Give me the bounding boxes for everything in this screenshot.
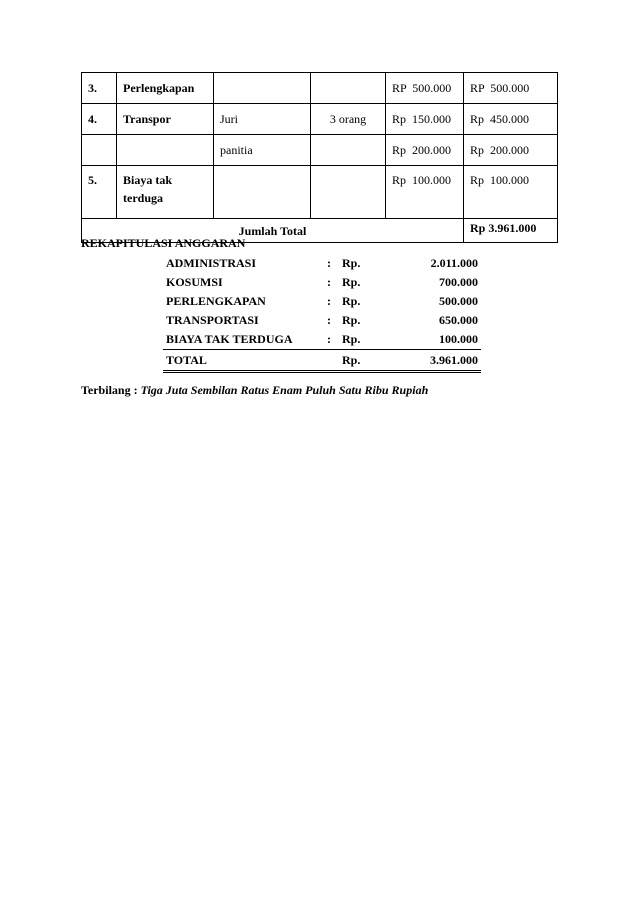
recap-total-row [163, 350, 481, 372]
recap-total-amount: 3.961.000 [401, 350, 481, 372]
recap-currency: Rp. [342, 256, 361, 270]
recap-row [163, 254, 481, 273]
recap-amount: 2.011.000 [430, 256, 478, 270]
row-quantity [311, 166, 386, 219]
row-number: 5. [82, 166, 117, 219]
recap-total-currency: Rp. [339, 350, 401, 372]
recap-row [163, 311, 481, 330]
table-row [82, 104, 558, 135]
row-number: 4. [82, 104, 117, 135]
total-value: Rp 3.961.000 [464, 219, 558, 243]
terbilang-label: Terbilang : [81, 383, 138, 397]
row-item: Perlengkapan [117, 73, 214, 104]
table-row [82, 73, 558, 104]
recap-amount: 700.000 [439, 275, 478, 289]
recap-colon: : [327, 332, 331, 346]
recap-total-label: TOTAL [163, 350, 319, 372]
row-number: 3. [82, 73, 117, 104]
recap-currency: Rp. [342, 275, 361, 289]
row-unit-price: RP 500.000 [386, 73, 464, 104]
recap-label: ADMINISTRASI [166, 256, 257, 270]
recap-colon: : [327, 313, 331, 327]
row-total: RP 500.000 [464, 73, 558, 104]
row-detail: Juri [214, 104, 311, 135]
table-row [82, 166, 558, 219]
row-number [82, 135, 117, 166]
row-quantity [311, 73, 386, 104]
row-total: Rp 450.000 [464, 104, 558, 135]
recap-colon: : [327, 275, 331, 289]
recap-label: PERLENGKAPAN [166, 294, 266, 308]
row-quantity: 3 orang [311, 104, 386, 135]
row-total: Rp 200.000 [464, 135, 558, 166]
recap-label: KOSUMSI [166, 275, 223, 289]
recap-amount: 650.000 [439, 313, 478, 327]
row-detail [214, 166, 311, 219]
recap-row [163, 330, 481, 350]
recap-currency: Rp. [342, 294, 361, 308]
row-total: Rp 100.000 [464, 166, 558, 219]
terbilang-line [81, 383, 428, 398]
row-item: Transpor [117, 104, 214, 135]
recap-label: TRANSPORTASI [166, 313, 259, 327]
recap-amount: 100.000 [439, 332, 478, 346]
row-quantity [311, 135, 386, 166]
terbilang-words: Tiga Juta Sembilan Ratus Enam Puluh Satu Ribu Rupiah [140, 383, 429, 397]
recap-colon: : [327, 256, 331, 270]
recap-total-spacer [319, 350, 339, 372]
recap-colon: : [327, 294, 331, 308]
row-unit-price: Rp 150.000 [386, 104, 464, 135]
row-detail [214, 73, 311, 104]
recap-currency: Rp. [342, 313, 361, 327]
recap-currency: Rp. [342, 332, 361, 346]
recap-row [163, 273, 481, 292]
row-item: Biaya tak terduga [117, 166, 214, 219]
table-row [82, 135, 558, 166]
budget-table [81, 72, 558, 243]
recap-table [163, 254, 481, 373]
row-unit-price: Rp 200.000 [386, 135, 464, 166]
total-label: Jumlah Total [82, 219, 464, 243]
recap-label: BIAYA TAK TERDUGA [166, 332, 293, 346]
row-item [117, 135, 214, 166]
row-unit-price: Rp 100.000 [386, 166, 464, 219]
recap-amount: 500.000 [439, 294, 478, 308]
recap-row [163, 292, 481, 311]
row-detail: panitia [214, 135, 311, 166]
recap-title: REKAPITULASI ANGGARAN [81, 236, 246, 250]
